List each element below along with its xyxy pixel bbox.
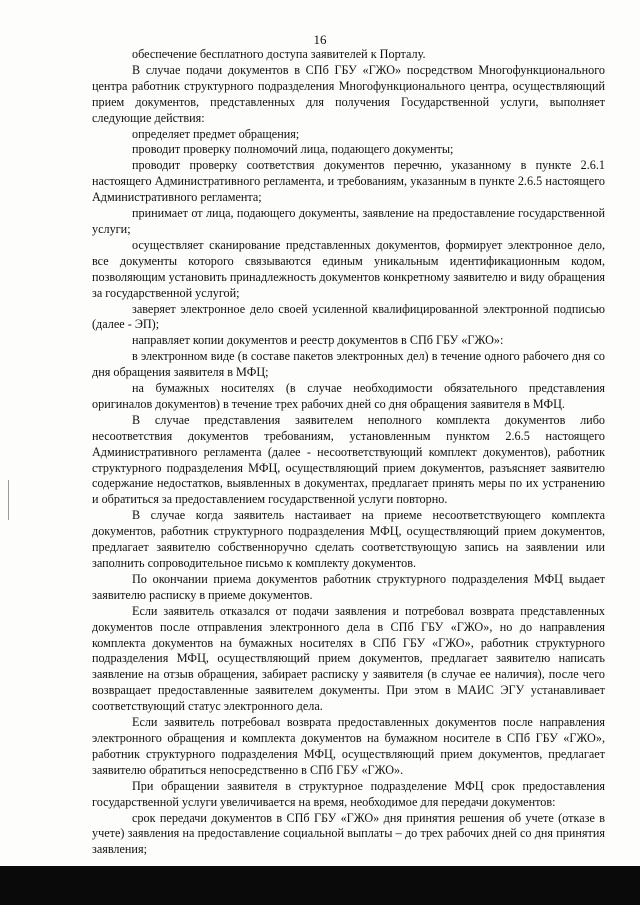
paragraph: определяет предмет обращения; — [132, 126, 300, 141]
scan-edge-mark — [8, 480, 9, 520]
paragraph: осуществляет сканирование представленных документов, формирует электронное дело, все документы которого связываются единым уникальным идентификационным кодом, позволяющим установить принадлежность документов конкретному заявителю и виду обращения за государственной услугой; — [92, 237, 605, 300]
paragraph: При обращении заявителя в структурное подразделение МФЦ срок предоставления государственной услуги увеличивается на время, необходимое для передачи документов: — [92, 778, 605, 809]
paragraph: проводит проверку полномочий лица, подающего документы; — [132, 142, 454, 157]
scan-bottom-border — [0, 866, 640, 905]
paragraph: В случае подачи документов в СПб ГБУ «ГЖО» посредством Многофункционального центра работник структурного подразделения Многофункционального центра, осуществляющий прием документов, представленных для получения Государственной услуги, выполняет следующие действия: — [92, 62, 605, 125]
paragraph: В случае когда заявитель настаивает на приеме несоответствующего комплекта документов, работник структурного подразделения МФЦ, осуществляющий прием документов, предлагает заявителю собственноручно сделать соответствующую запись на заявлении или заполнить сопроводительное письмо к комплекту документов. — [92, 508, 605, 570]
paragraph: в электронном виде (в составе пакетов электронных дел) в течение одного рабочего дня со дня обращения заявителя в МФЦ; — [92, 349, 605, 380]
paragraph: проводит проверку соответствия документов перечню, указанному в пункте 2.6.1 настоящего Административного регламента, и требованиям, указанным в пункте 2.6.5 настоящего Административного регламента; — [92, 158, 605, 205]
page-number: 16 — [313, 32, 327, 47]
paragraph: обеспечение бесплатного доступа заявителей к Порталу. — [132, 47, 426, 61]
paragraph: заверяет электронное дело своей усиленной квалифицированной электронной подписью (далее - ЭП); — [92, 301, 605, 332]
paragraph: принимает от лица, подающего документы, заявление на предоставление государственной услуги; — [92, 206, 605, 236]
paragraph: на бумажных носителях (в случае необходимости обязательного представления оригиналов документов) в течение трех рабочих дней со дня обращения заявителя в МФЦ. — [92, 381, 605, 411]
paragraph: Если заявитель отказался от подачи заявления и потребовал возврата представленных документов после отправления электронного дела в СПб ГБУ «ГЖО», но до направления комплекта документов на бумажных носителях в СПб ГБУ «ГЖО», работник структурного подразделения МФЦ, осуществляющий прием документов, предлагает заявителю написать заявление на отзыв обращения, забирает расписку у заявителя (в случае ее наличия), после чего возвращает предоставленные заявителем документы. При этом в МАИС ЭГУ устанавливает соответствующий статус электронного дела. — [92, 603, 605, 714]
paragraph: По окончании приема документов работник структурного подразделения МФЦ выдает заявителю расписку в приеме документов. — [92, 571, 605, 602]
paragraph: направляет копии документов и реестр документов в СПб ГБУ «ГЖО»: — [132, 333, 504, 348]
document-body — [92, 47, 605, 858]
paragraph: срок передачи документов в СПб ГБУ «ГЖО» дня принятия решения об учете (отказе в учете) заявления на предоставление социальной выплаты – до трех рабочих дней со дня принятия заявления; — [92, 810, 605, 857]
paragraph: Если заявитель потребовал возврата предоставленных документов после направления электронного обращения и комплекта документов на бумажном носителе в СПб ГБУ «ГЖО», работник структурного подразделения МФЦ, осуществляющий прием документов, предлагает заявителю обратиться непосредственно в СПб ГБУ «ГЖО». — [92, 715, 605, 777]
paragraph: В случае представления заявителем неполного комплекта документов либо несоответствия документов требованиям, установленным пунктом 2.6.5 настоящего Административного регламента (далее - несоответствующий комплект документов), работник структурного подразделения МФЦ, осуществляющий прием документов, разъясняет заявителю содержание недостатков, выявленных в документах, предлагает принять меры по их устранению и обратиться за предоставлением государственной услуги повторно. — [92, 412, 605, 507]
